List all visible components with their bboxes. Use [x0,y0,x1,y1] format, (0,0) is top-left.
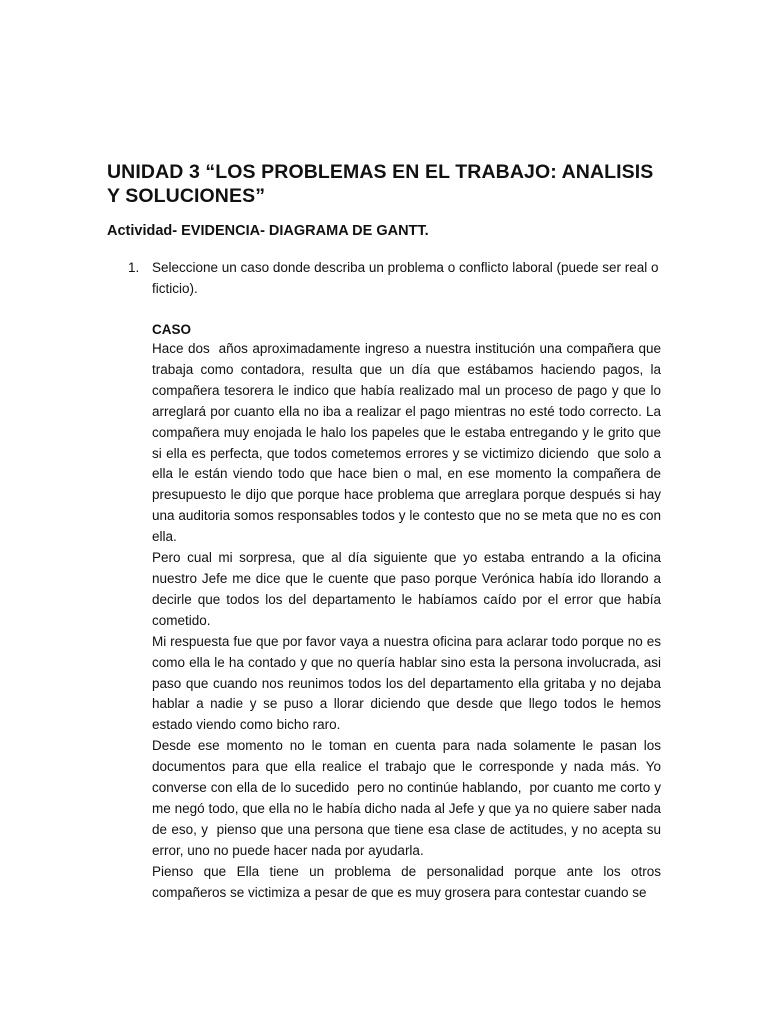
document-title: UNIDAD 3 “LOS PROBLEMAS EN EL TRABAJO: ANALISIS Y SOLUCIONES” [107,161,654,207]
case-paragraph: Hace dos años aproximadamente ingreso a nuestra institución una compañera que trabaja como contadora, resulta que un día que estábamos haciendo pagos, la compañera tesorera le indico que había realizado mal un proceso de pago y que lo arreglará por cuanto ella no iba a realizar el pago mientras no esté todo correcto. La compañera muy enojada le halo los papeles que le estaba entregando y le grito que si ella es perfecta, que todos cometemos errores y se victimizo diciendo que solo a ella le están viendo todo que hace bien o mal, en ese momento la compañera de presupuesto le dijo que porque hace problema que arreglara porque después si hay una auditoria somos responsables todos y le contesto que no se meta que no es con ella. [152,341,665,545]
case-heading: CASO [152,322,192,337]
case-paragraph: Desde ese momento no le toman en cuenta para nada solamente le pasan los documentos para que ella realice el trabajo que le corresponde y nada más. Yo converse con ella de lo sucedido pero no continúe hablando, por cuanto me corto y me negó todo, que ella no le había dicho nada al Jefe y que ya no quiere saber nada de eso, y pienso que una persona que tiene esa clase de actitudes, y no acepta su error, uno no puede hacer nada por ayudarla. [152,738,665,858]
list-item-text: Seleccione un caso donde describa un problema o conflicto laboral (puede ser real o ficticio). [152,260,659,296]
case-body [152,339,665,903]
case-paragraph: Mi respuesta fue que por favor vaya a nuestra oficina para aclarar todo porque no es como ella le ha contado y que no quería hablar sino esta la persona involucrada, asi paso que cuando nos reunimos todos los del departamento ella gritaba y no dejaba hablar a nadie y se puso a llorar diciendo que desde que llego todos le hemos estado viendo como bicho raro. [152,633,665,733]
activity-subtitle: Actividad- EVIDENCIA- DIAGRAMA DE GANTT. [107,223,429,239]
case-paragraph: Pero cual mi sorpresa, que al día siguiente que yo estaba entrando a la oficina nuestro Jefe me dice que le cuente que paso porque Verónica había ido llorando a decirle que todos los del departamento le habíamos caído por el error que había cometido. [152,550,665,628]
case-paragraph: Pienso que Ella tiene un problema de personalidad porque ante los otros compañeros se victimiza a pesar de que es muy grosera para contestar cuando se [152,863,665,900]
list-item-number: 1. [128,260,140,275]
